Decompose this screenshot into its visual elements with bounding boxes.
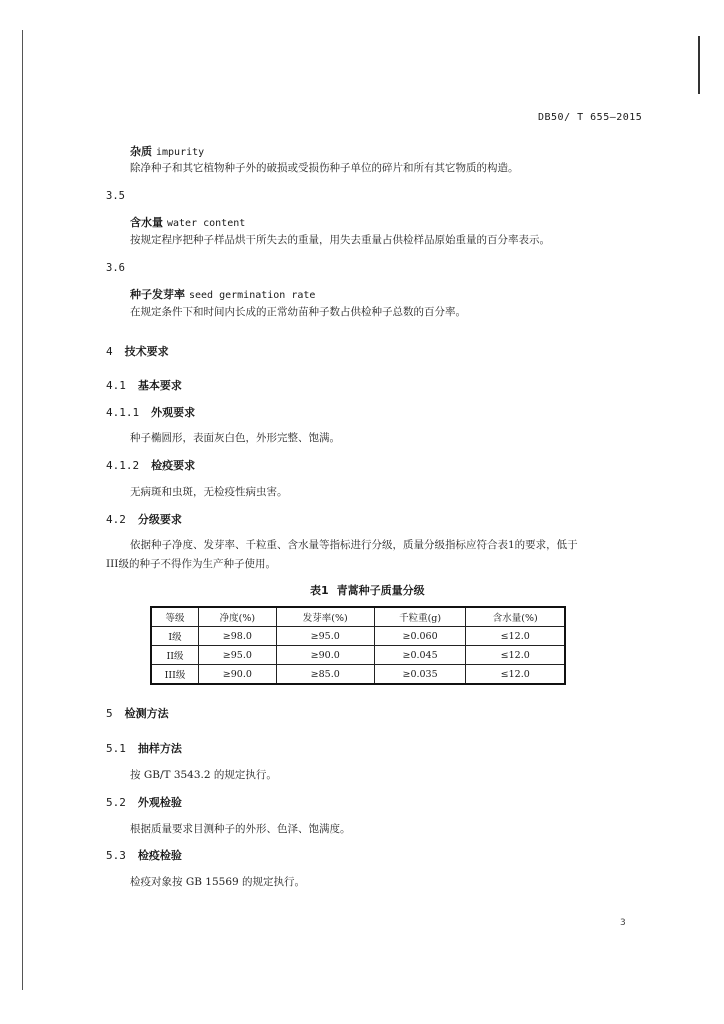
- clause-number: 3.6: [106, 262, 125, 274]
- page-number: 3: [620, 918, 626, 928]
- paragraph: 按 GB/T 3543.2 的规定执行。: [130, 769, 277, 781]
- paragraph: III级的种子不得作为生产种子使用。: [106, 558, 276, 570]
- subsection-heading: 4.2 分级要求: [106, 513, 182, 526]
- term-cn: 种子发芽率: [130, 288, 185, 301]
- table-cell: ≥85.0: [276, 665, 374, 685]
- paragraph: 依据种子净度、发芽率、千粒重、含水量等指标进行分级，质量分级指标应符合表1的要求，低于: [130, 539, 578, 551]
- table-header: 等级: [151, 607, 198, 627]
- term-en: water content: [167, 218, 246, 229]
- table-cell: ≥0.060: [374, 627, 466, 646]
- table-cell: ≥0.035: [374, 665, 466, 685]
- subsection-heading: 4.1.1 外观要求: [106, 406, 196, 419]
- section-heading: 5 检测方法: [106, 707, 169, 720]
- table-cell: ≥0.045: [374, 646, 466, 665]
- term-cn: 含水量: [130, 216, 163, 229]
- subsection-heading: 5.3 检疫检验: [106, 849, 182, 862]
- term-definition: 按规定程序把种子样品烘干所失去的重量，用失去重量占供检样品原始重量的百分率表示。: [130, 234, 550, 246]
- paragraph: 无病斑和虫斑，无检疫性病虫害。: [130, 486, 288, 498]
- table-header-row: [151, 607, 565, 627]
- clause-number: 3.5: [106, 190, 125, 202]
- section-heading: 4 技术要求: [106, 345, 169, 358]
- table-header: 千粒重(g): [374, 607, 466, 627]
- table-cell: III级: [151, 665, 198, 685]
- table-cell: ≤12.0: [466, 665, 565, 685]
- table-cell: ≤12.0: [466, 646, 565, 665]
- standard-code: DB50/ T 655—2015: [538, 112, 643, 123]
- table-cell: ≥90.0: [198, 665, 276, 685]
- table-header: 发芽率(%): [276, 607, 374, 627]
- table-header: 含水量(%): [466, 607, 565, 627]
- table-row: [151, 665, 565, 685]
- table-row: [151, 646, 565, 665]
- term-germination-rate: [130, 286, 315, 302]
- scan-edge-right: [698, 36, 700, 94]
- table-cell: ≥90.0: [276, 646, 374, 665]
- term-cn: 杂质: [130, 145, 152, 158]
- term-water-content: [130, 214, 245, 230]
- term-definition: 除净种子和其它植物种子外的破损或受损伤种子单位的碎片和所有其它物质的构造。: [130, 162, 519, 174]
- table-cell: I级: [151, 627, 198, 646]
- table-cell: ≥95.0: [198, 646, 276, 665]
- paragraph: 种子椭圆形，表面灰白色，外形完整、饱满。: [130, 432, 340, 444]
- subsection-heading: 5.2 外观检验: [106, 796, 182, 809]
- term-en: impurity: [156, 147, 205, 158]
- term-definition: 在规定条件下和时间内长成的正常幼苗种子数占供检种子总数的百分率。: [130, 306, 466, 318]
- scan-edge-left: [22, 30, 23, 990]
- term-impurity: [130, 143, 204, 159]
- paragraph: 检疫对象按 GB 15569 的规定执行。: [130, 876, 306, 888]
- paragraph: 根据质量要求目测种子的外形、色泽、饱满度。: [130, 823, 351, 835]
- table-cell: ≥95.0: [276, 627, 374, 646]
- term-en: seed germination rate: [189, 290, 316, 301]
- table-cell: II级: [151, 646, 198, 665]
- table-cell: ≥98.0: [198, 627, 276, 646]
- table-caption: 表1 青蒿种子质量分级: [310, 584, 425, 597]
- table-header: 净度(%): [198, 607, 276, 627]
- quality-grade-table: [150, 606, 566, 685]
- subsection-heading: 4.1.2 检疫要求: [106, 459, 196, 472]
- table-row: [151, 627, 565, 646]
- subsection-heading: 4.1 基本要求: [106, 379, 182, 392]
- table-cell: ≤12.0: [466, 627, 565, 646]
- subsection-heading: 5.1 抽样方法: [106, 742, 182, 755]
